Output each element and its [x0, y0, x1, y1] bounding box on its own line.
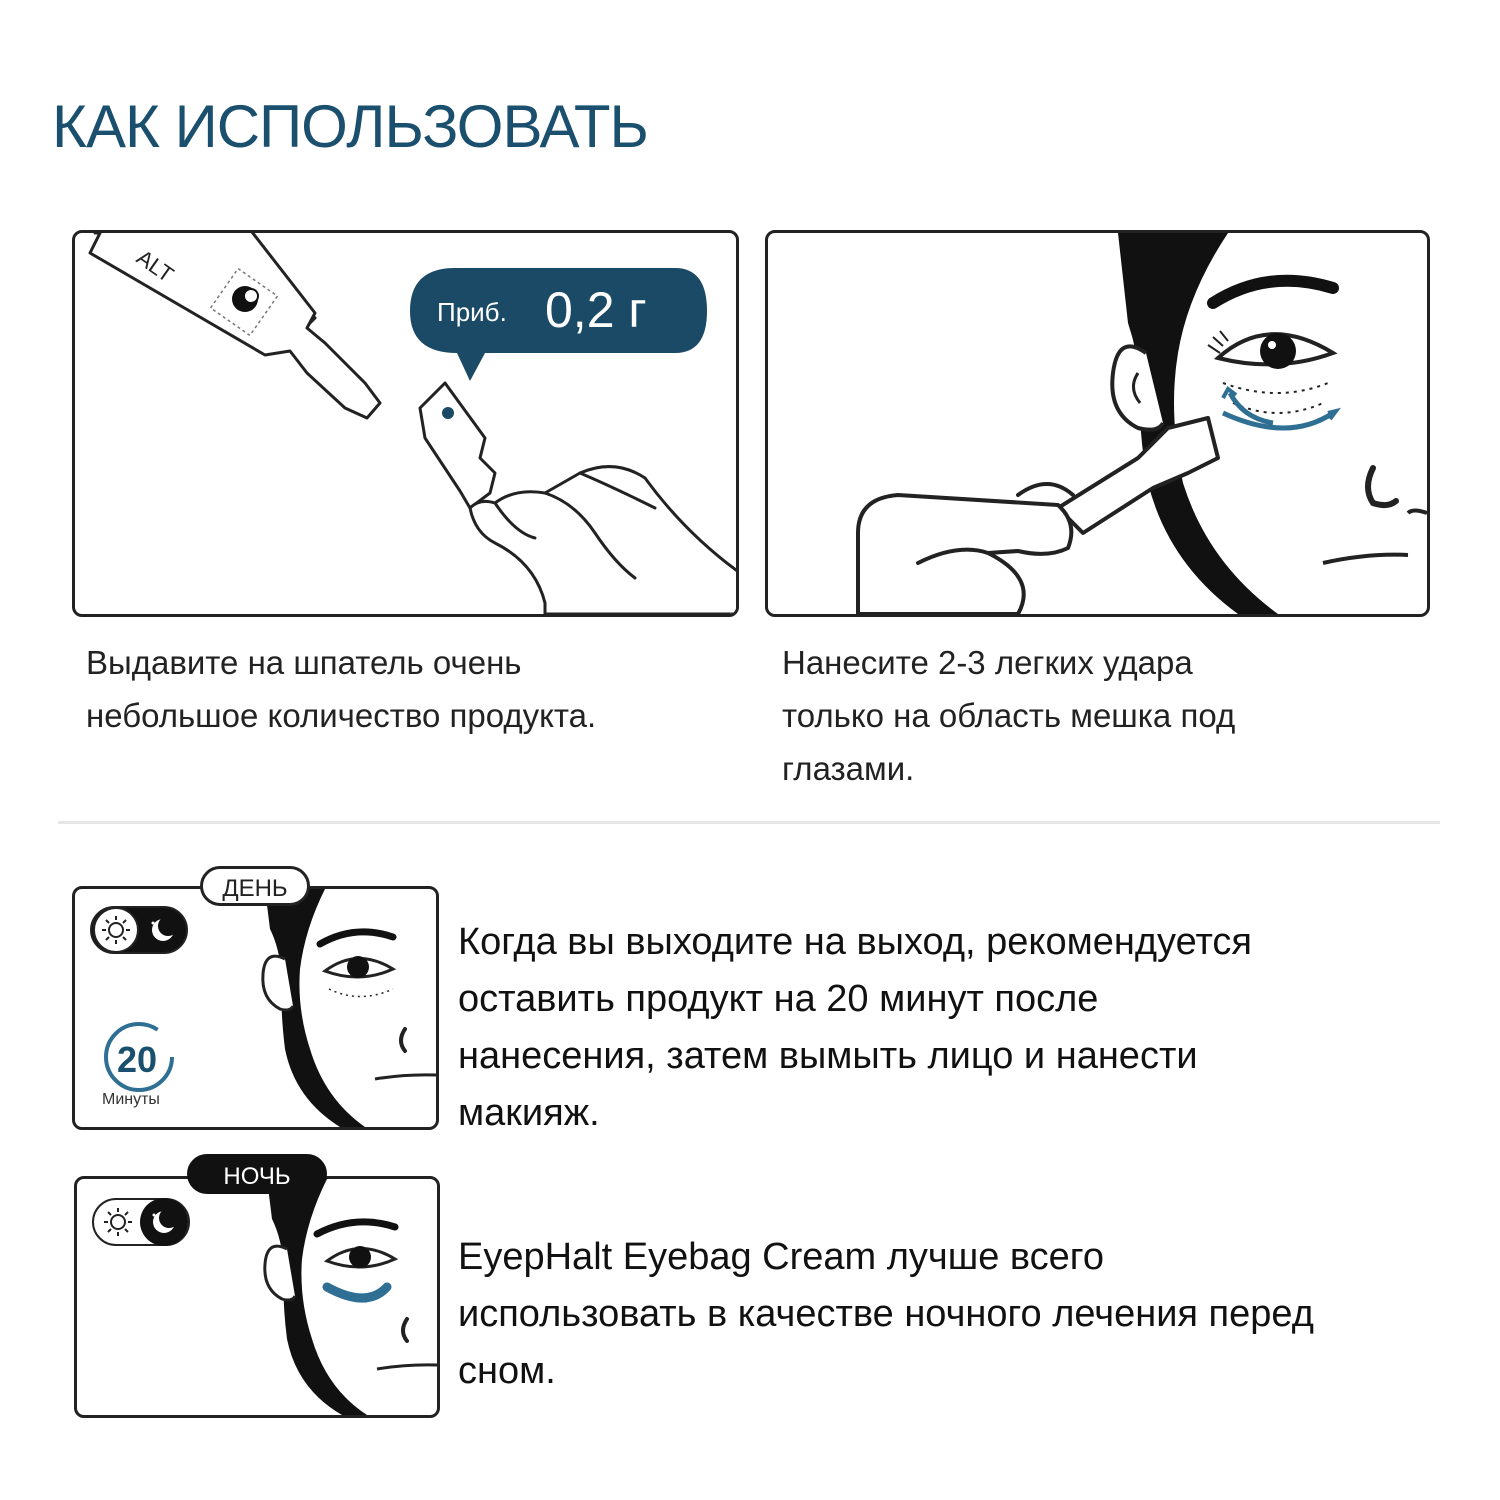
day-description-line: нанесения, затем вымыть лицо и нанести — [458, 1035, 1198, 1077]
night-tag: НОЧЬ — [187, 1154, 327, 1194]
bubble-amount: 0,2 г — [545, 282, 647, 338]
hand-icon — [858, 484, 1073, 614]
bubble-prefix: Приб. — [437, 297, 507, 327]
step-1-caption-line: небольшое количество продукта. — [86, 697, 597, 734]
hand-icon — [470, 467, 736, 614]
night-description-line: сном. — [458, 1350, 556, 1392]
section-divider — [58, 821, 1440, 824]
step-2-caption-line: только на область мешка под — [782, 697, 1236, 734]
step-1-caption-line: Выдавите на шпатель очень — [86, 644, 522, 681]
spatula-icon — [420, 383, 495, 508]
night-illustration — [74, 1176, 440, 1418]
page-title: КАК ИСПОЛЬЗОВАТЬ — [52, 93, 648, 160]
day-illustration — [72, 886, 439, 1130]
day-description — [458, 914, 1458, 1142]
step-1-illustration — [72, 230, 739, 617]
day-description-line: оставить продукт на 20 минут после — [458, 978, 1099, 1020]
svg-text:ALT: ALT — [132, 244, 179, 288]
night-description — [458, 1229, 1458, 1400]
face-icon — [77, 1179, 437, 1415]
step-2-caption-line: Нанесите 2-3 легких удара — [782, 644, 1193, 681]
sun-moon-toggle — [93, 1198, 189, 1246]
timer-unit: Минуты — [102, 1091, 160, 1108]
step-1-caption — [86, 636, 726, 742]
step-2-caption — [782, 636, 1402, 795]
day-description-line: макияж. — [458, 1092, 600, 1134]
step-2-illustration — [765, 230, 1430, 617]
face-icon — [768, 233, 1427, 614]
step-2-caption-line: глазами. — [782, 750, 915, 787]
night-description-line: EyepHalt Eyebag Cream лучше всего — [458, 1236, 1104, 1278]
sun-moon-toggle — [91, 907, 187, 953]
day-description-line: Когда вы выходите на выход, рекомендуется — [458, 921, 1252, 963]
day-tag: ДЕНЬ — [200, 866, 310, 906]
timer-value: 20 — [117, 1039, 158, 1080]
night-description-line: использовать в качестве ночного лечения перед — [458, 1293, 1314, 1335]
